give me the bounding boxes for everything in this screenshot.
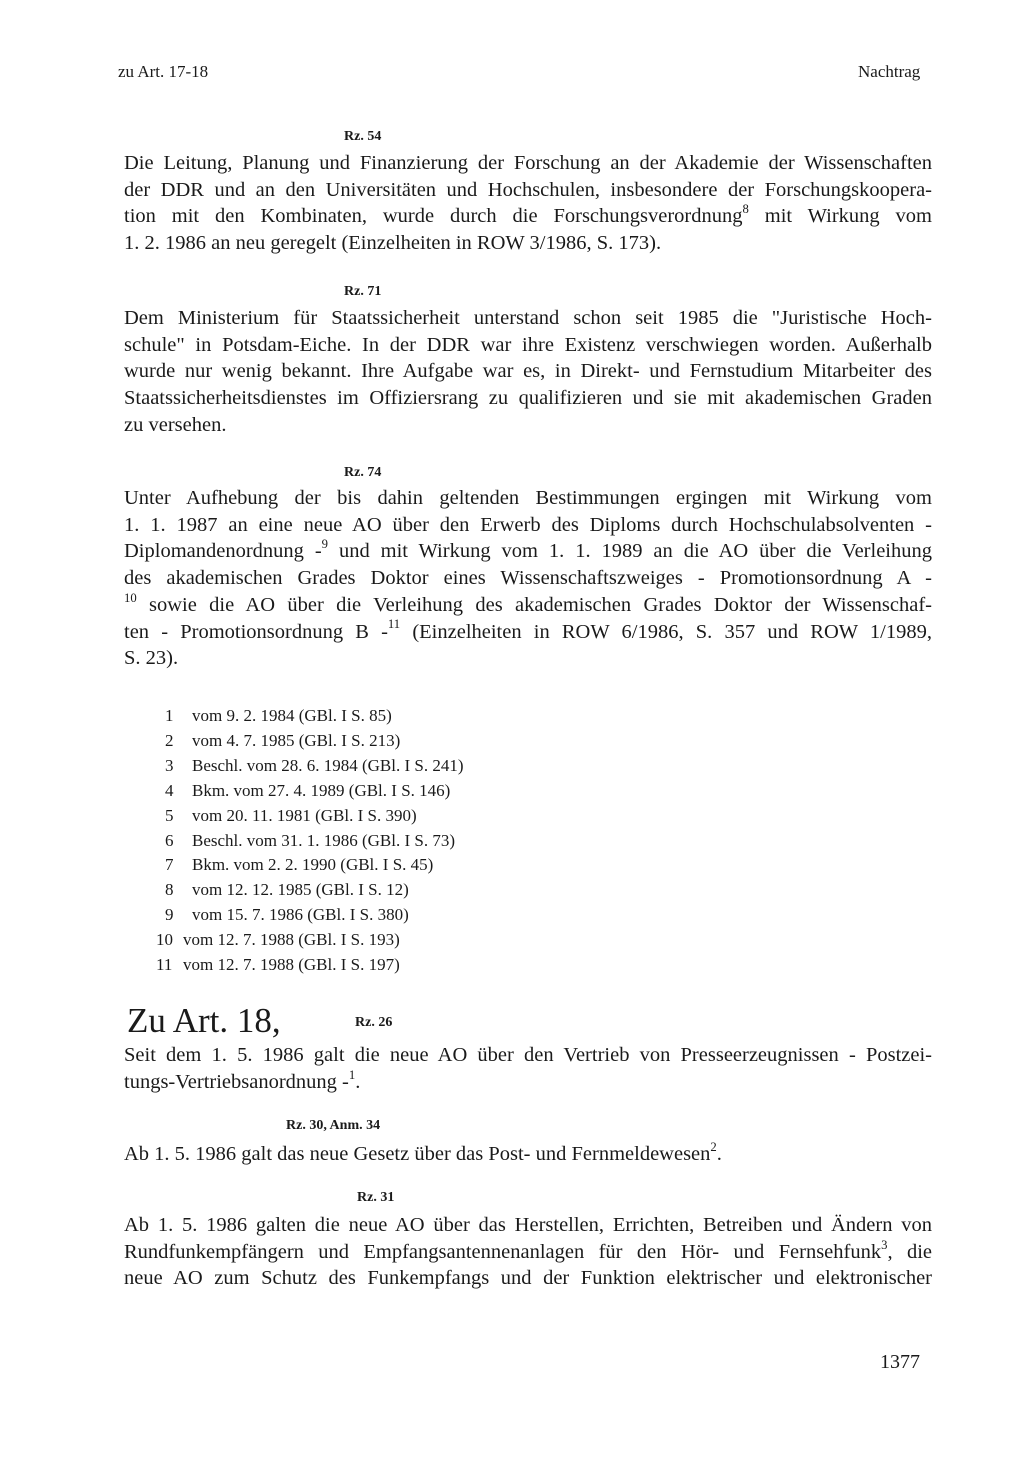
text-line: der DDR und an den Universitäten und Hochschulen, insbesondere der Forschungskoopera- xyxy=(124,178,932,201)
text-segment: , die xyxy=(887,1240,933,1263)
footnote-number: 5 xyxy=(165,805,174,825)
footnote-text: vom 15. 7. 1986 (GBl. I S. 380) xyxy=(192,905,409,925)
footnote-number: 1 xyxy=(165,706,174,725)
footnote xyxy=(165,903,464,928)
paragraph-rz74 xyxy=(124,485,932,672)
footnote-number: 7 xyxy=(165,855,174,875)
section-heading-art18: Zu Art. 18, xyxy=(127,1001,281,1040)
footnote-ref: 8 xyxy=(742,202,749,217)
text-segment: mit Wirkung vom xyxy=(748,205,932,228)
running-head-left: zu Art. 17-18 xyxy=(118,62,209,81)
text-line: neue AO zum Schutz des Funkempfangs und der Funktion elektrischer und elektronischer xyxy=(124,1267,932,1290)
page-number: 1377 xyxy=(880,1351,920,1373)
text-line: des akademischen Grades Doktor eines Wissenschaftszweiges - Promotionsordnung A - xyxy=(124,567,932,590)
rz-label-54: Rz. 54 xyxy=(344,129,382,144)
paragraph-rz26 xyxy=(124,1042,932,1095)
text-segment: Diplomandenordnung - xyxy=(124,540,322,563)
text-segment: sowie die AO über die Verleihung des akademischen Grades Doktor der Wissenschaf- xyxy=(136,593,932,616)
text-line xyxy=(124,1239,932,1266)
rz-label-71: Rz. 71 xyxy=(344,284,382,299)
text-line: zu versehen. xyxy=(124,413,227,436)
text-segment: Rundfunkempfängern und Empfangsantennenanlagen für den Hör- und Fernsehfunk xyxy=(124,1240,882,1263)
text-line: S. 23). xyxy=(124,647,179,670)
text-line: 1. 1. 1987 an eine neue AO über den Erwerb des Diploms durch Hochschulabsolventen - xyxy=(124,513,932,536)
text-line xyxy=(124,1069,932,1096)
footnote-text: Bkm. vom 2. 2. 1990 (GBl. I S. 45) xyxy=(192,855,434,875)
footnote-ref: 1 xyxy=(348,1067,356,1082)
rz-label-26: Rz. 26 xyxy=(355,1015,393,1030)
footnote xyxy=(156,953,464,978)
text-line: 1. 2. 1986 an neu geregelt (Einzelheiten in ROW 3/1986, S. 173). xyxy=(124,232,662,255)
text-segment: . xyxy=(355,1070,361,1093)
text-line: Seit dem 1. 5. 1986 galt die neue AO über den Vertrieb von Presseerzeugnissen - Postzei- xyxy=(124,1044,932,1066)
footnote-number: 11 xyxy=(156,955,173,975)
paragraph-rz30 xyxy=(124,1141,932,1168)
footnote xyxy=(165,804,464,829)
text-line xyxy=(124,538,932,565)
footnote xyxy=(165,829,464,854)
footnote-number: 3 xyxy=(165,755,174,775)
running-head-right: Nachtrag xyxy=(858,62,921,81)
rz-label-74: Rz. 74 xyxy=(344,465,382,480)
text-line: Ab 1. 5. 1986 galten die neue AO über das Herstellen, Errichten, Betreiben und Ändern von xyxy=(124,1214,932,1236)
text-segment: (Einzelheiten in ROW 6/1986, S. 357 und ROW 1/1989, xyxy=(400,620,932,643)
footnote-number: 2 xyxy=(165,730,174,750)
footnote-number: 9 xyxy=(165,905,174,925)
paragraph-rz31 xyxy=(124,1212,932,1292)
text-segment: Ab 1. 5. 1986 galt das neue Gesetz über das Post- und Fernmeldewesen xyxy=(124,1143,711,1165)
footnote-number: 4 xyxy=(165,780,174,800)
footnote-number: 6 xyxy=(165,830,174,850)
text-line: Dem Ministerium für Staatssicherheit unterstand schon seit 1985 die "Juristische Hoch- xyxy=(124,307,932,329)
footnote-number: 8 xyxy=(165,880,174,900)
paragraph-rz54 xyxy=(124,150,932,257)
text-line: Staatssicherheitsdienstes im Offiziersrang zu qualifizieren und sie mit akademischen Graden xyxy=(124,387,932,410)
footnote-ref: 3 xyxy=(881,1237,888,1252)
footnote-text: vom 12. 7. 1988 (GBl. I S. 197) xyxy=(183,955,400,975)
text-segment: tion mit den Kombinaten, wurde durch die Forschungsverordnung xyxy=(124,205,743,228)
footnote xyxy=(165,729,464,754)
footnote-text: vom 12. 12. 1985 (GBl. I S. 12) xyxy=(192,880,409,900)
footnote xyxy=(165,853,464,878)
footnote-ref: 10 xyxy=(124,590,137,605)
footnote-text: vom 4. 7. 1985 (GBl. I S. 213) xyxy=(192,730,401,750)
footnote-text: Beschl. vom 28. 6. 1984 (GBl. I S. 241) xyxy=(192,755,464,775)
footnote-ref: 9 xyxy=(321,537,329,552)
footnote xyxy=(165,779,464,804)
footnote-ref: 11 xyxy=(387,617,401,632)
footnote-text: vom 20. 11. 1981 (GBl. I S. 390) xyxy=(192,805,417,825)
rz-label-30: Rz. 30, Anm. 34 xyxy=(286,1118,381,1133)
footnote xyxy=(156,928,464,953)
text-line xyxy=(124,619,932,646)
footnote-text: vom 12. 7. 1988 (GBl. I S. 193) xyxy=(183,930,400,950)
text-segment: ten - Promotionsordnung B - xyxy=(124,620,388,643)
text-segment: und mit Wirkung vom 1. 1. 1989 an die AO über die Verleihung xyxy=(328,540,932,563)
footnote-text: Beschl. vom 31. 1. 1986 (GBl. I S. 73) xyxy=(192,830,456,850)
text-line xyxy=(124,1141,932,1168)
text-line xyxy=(124,203,932,230)
text-segment: tungs-Vertriebsanordnung - xyxy=(124,1070,349,1093)
footnote-text: vom 9. 2. 1984 (GBl. I S. 85) xyxy=(192,706,392,725)
text-line: Unter Aufhebung der bis dahin geltenden Bestimmungen ergingen mit Wirkung vom xyxy=(124,487,932,509)
footnote-text: Bkm. vom 27. 4. 1989 (GBl. I S. 146) xyxy=(192,780,451,800)
rz-label-31: Rz. 31 xyxy=(357,1190,395,1205)
footnote xyxy=(165,754,464,779)
text-segment: . xyxy=(716,1143,722,1165)
footnote-list xyxy=(156,704,464,978)
paragraph-rz71 xyxy=(124,305,932,439)
text-line: Die Leitung, Planung und Finanzierung der Forschung an der Akademie der Wissenschaften xyxy=(124,152,932,174)
footnote-ref: 2 xyxy=(710,1139,717,1154)
text-line: schule" in Potsdam-Eiche. In der DDR war ihre Existenz verschwiegen worden. Außerhalb xyxy=(124,333,932,356)
footnote xyxy=(165,704,464,729)
footnote-number: 10 xyxy=(156,930,173,950)
footnote xyxy=(165,878,464,903)
text-line: wurde nur wenig bekannt. Ihre Aufgabe war es, in Direkt- und Fernstudium Mitarbeiter des xyxy=(124,360,932,383)
text-line xyxy=(124,592,932,619)
